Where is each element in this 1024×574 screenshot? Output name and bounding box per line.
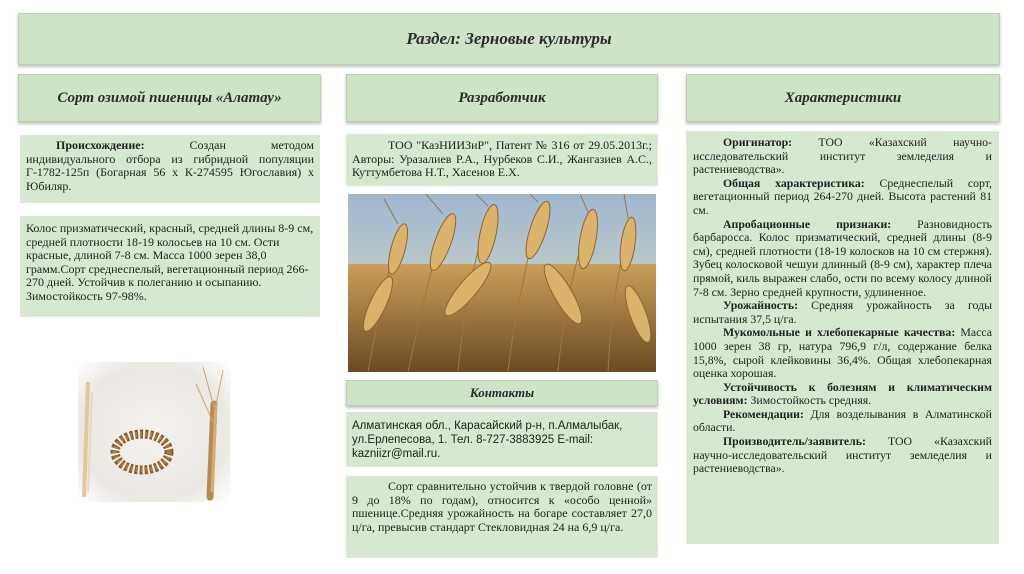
characteristic-label: Оригинатор: [723, 135, 793, 149]
contacts-title: Контакты [469, 385, 535, 400]
characteristic-item [693, 435, 992, 476]
characteristic-item [693, 218, 992, 300]
origin-panel [20, 135, 320, 203]
developer-text: ТОО "КазНИИЗиР", Патент № 316 от 29.05.2013г.; Авторы: Уразалиев Р.А., Нурбеков С.И., Жангазиев А.С., Куттумбетова Н.Т., Хасенов Е.Х. [352, 138, 652, 180]
seed-ring-image [78, 362, 230, 502]
variety-description: Колос призматический, красный, средней длины 8-9 см, средней плотности 18-19 колосьев на 10 см. Ости красные, длиной 7-8 см. Масса 1000 зерен 38,0 грамм.Сорт среднеспелый, вегетационный период 266-270 дней. Устойчив к полеганию и осыпанию. Зимостойкость 97-98%. [26, 221, 314, 303]
developer-title: Разработчик [458, 89, 546, 106]
characteristic-text: Зимостойкость средняя. [747, 393, 872, 408]
developer-title-bar [346, 74, 658, 122]
characteristic-label: Мукомольные и хлебопекарные качества: [723, 325, 956, 340]
variety-title-bar [18, 74, 321, 122]
characteristic-item [693, 408, 992, 435]
characteristic-label: Урожайность: [723, 298, 798, 313]
contacts-title-bar [346, 380, 658, 406]
contacts-panel [346, 412, 658, 467]
developer-panel [346, 134, 658, 186]
origin-label: Происхождение: [56, 138, 145, 152]
origin-text: Создан методом индивидуального отбора из гибридной популяции Г-1782-125п (Богарная 56 х К-274595 Югославия) х Юбиляр. [26, 138, 314, 193]
characteristic-text: Масса 1000 зерен 38 гр, натура 796,9 г/л, содержание белка 15,8%, сырой клейковины 36,4%. Общая хлебопекарная оценка хорошая. [693, 325, 992, 381]
characteristic-label: Рекомендации: [723, 406, 804, 421]
characteristic-text: Средняя урожайность за годы испытания 37,5 ц/га. [693, 298, 992, 326]
characteristic-item [693, 177, 992, 218]
characteristic-text: Для возделывания в Алматинской области. [693, 406, 992, 435]
variety-note: Сорт сравнительно устойчив к твердой головне (от 9 до 18% по годам), относится к «особо ценной» пшенице.Средняя урожайность на богаре составляет 27,0 ц/га, превысив стандарт Стекловидная 24 на 6,9 ц/га. [352, 479, 652, 534]
characteristic-text: Среднеспелый сорт, вегетационный период 264-270 дней. Высота растений 81 см. [693, 175, 992, 217]
variety-title: Сорт озимой пшеницы «Алатау» [57, 89, 282, 106]
characteristic-item [693, 381, 992, 408]
contacts-text: Алматинская обл., Карасайский р-н, п.Алмалыбак, ул.Ерлепесова, 1. Тел. 8-727-3883925 E-mail: kazniizr@mail.ru. [352, 420, 623, 460]
wheat-field-image [348, 194, 656, 372]
characteristic-item [693, 326, 992, 380]
characteristic-text: Разновидность барбаросса. Колос призматический, средней длины (8-9 см), средней плотности (18-19 колосков на 10 см стержня). Зубец колосковой чешуи длинный (8-9 см), характер плеча прямой, киль выражен слабо, ости по всему колосу длиной 7-8 см. Зерно средней крупности, удлиненное. [693, 216, 993, 299]
section-title-bar [18, 13, 1000, 65]
characteristics-panel [686, 131, 999, 544]
variety-note-panel [346, 476, 658, 558]
characteristic-item [693, 299, 992, 326]
characteristic-item [693, 136, 992, 177]
variety-description-panel [20, 216, 320, 317]
characteristics-title-bar [686, 74, 1000, 122]
characteristic-label: Производитель/заявитель: [723, 434, 866, 449]
characteristics-title: Характеристики [784, 89, 902, 106]
characteristic-text: ТОО «Казахский научно-исследовательский институт земледелия и растениеводства». [693, 434, 992, 476]
section-title: Раздел: Зерновые культуры [406, 29, 612, 48]
characteristic-text: ТОО «Казахский научно-исследовательский институт земледелия и растениеводства». [693, 135, 992, 177]
characteristic-label: Апробационные признаки: [723, 216, 892, 231]
characteristics-list [693, 136, 992, 476]
characteristic-label: Устойчивость к болезням и климатическим условиям: [693, 379, 992, 408]
characteristic-label: Общая характеристика: [723, 175, 865, 190]
